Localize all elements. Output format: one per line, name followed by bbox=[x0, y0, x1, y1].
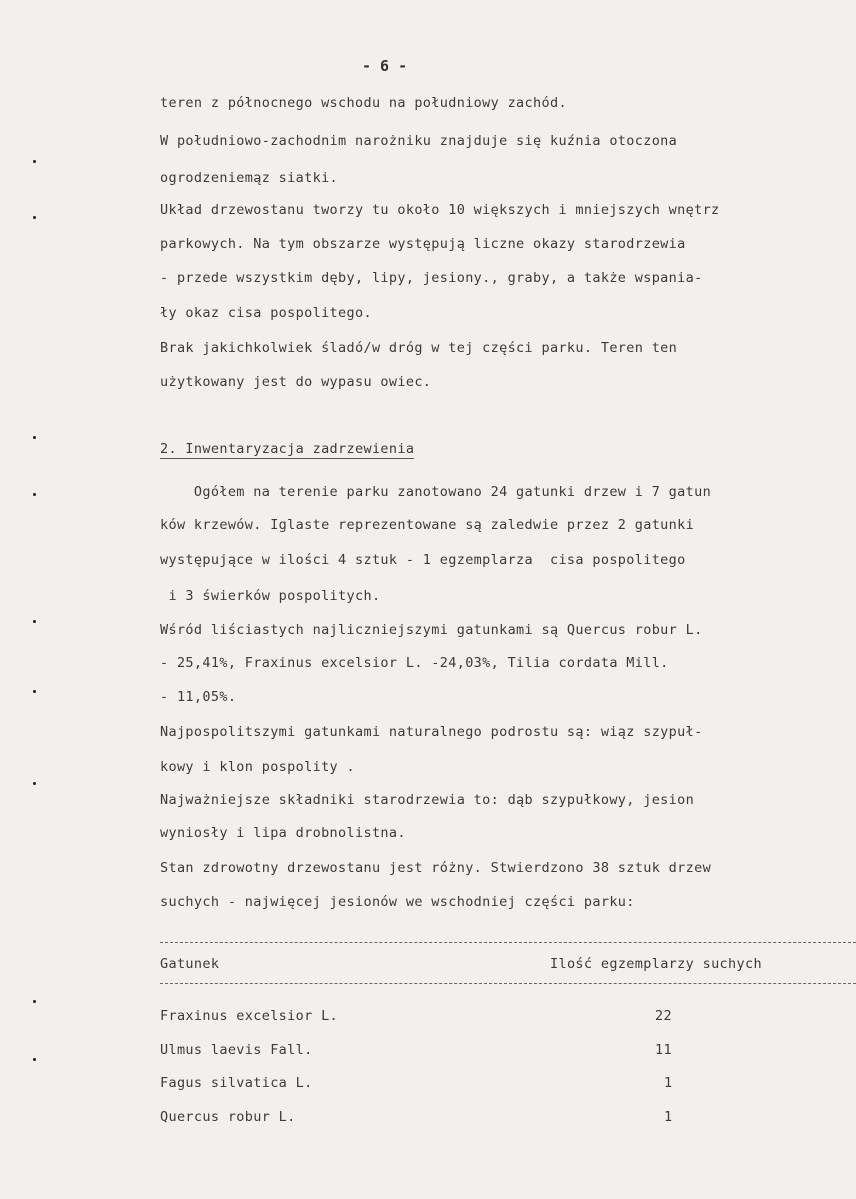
table-cell-count: 11 bbox=[655, 1042, 672, 1058]
table-header-count: Ilość egzemplarzy suchych bbox=[550, 956, 762, 972]
text-line: kowy i klon pospolity . bbox=[160, 759, 355, 775]
text-line: Najpospolitszymi gatunkami naturalnego podrostu są: wiąz szypuł- bbox=[160, 724, 703, 740]
margin-speck bbox=[33, 160, 36, 163]
margin-speck bbox=[33, 690, 36, 693]
text-line: Układ drzewostanu tworzy tu około 10 większych i mniejszych wnętrz bbox=[160, 202, 720, 218]
margin-speck bbox=[33, 1000, 36, 1003]
text-line: użytkowany jest do wypasu owiec. bbox=[160, 374, 432, 390]
text-line: i 3 świerków pospolitych. bbox=[160, 588, 381, 604]
text-line: W południowo-zachodnim narożniku znajduje się kuźnia otoczona bbox=[160, 133, 678, 149]
text-line: Stan zdrowotny drzewostanu jest różny. Stwierdzono 38 sztuk drzew bbox=[160, 860, 712, 876]
margin-speck bbox=[33, 782, 36, 785]
margin-speck bbox=[33, 216, 36, 219]
text-line: wyniosły i lipa drobnolistna. bbox=[160, 825, 406, 841]
text-line: - przede wszystkim dęby, lipy, jesiony., graby, a także wspania- bbox=[160, 270, 703, 286]
margin-speck bbox=[33, 436, 36, 439]
text-line: ogrodzeniemąz siatki. bbox=[160, 170, 339, 186]
text-line: - 11,05%. bbox=[160, 689, 237, 705]
table-header-species: Gatunek bbox=[160, 956, 220, 972]
text-line: Najważniejsze składniki starodrzewia to: dąb szypułkowy, jesion bbox=[160, 792, 695, 808]
table-top-rule bbox=[160, 942, 856, 943]
text-line: parkowych. Na tym obszarze występują liczne okazy starodrzewia bbox=[160, 236, 686, 252]
text-line: Wśród liściastych najliczniejszymi gatunkami są Quercus robur L. bbox=[160, 622, 703, 638]
margin-speck bbox=[33, 493, 36, 496]
table-header-rule bbox=[160, 983, 856, 984]
table-cell-count: 1 bbox=[664, 1109, 673, 1125]
margin-speck bbox=[33, 620, 36, 623]
text-line: Brak jakichkolwiek śladó/w dróg w tej części parku. Teren ten bbox=[160, 340, 678, 356]
page-number: - 6 - bbox=[362, 57, 408, 75]
text-line: występujące w ilości 4 sztuk - 1 egzemplarza cisa pospolitego bbox=[160, 552, 686, 568]
text-line: teren z północnego wschodu na południowy zachód. bbox=[160, 95, 567, 111]
section-heading: 2. Inwentaryzacja zadrzewienia bbox=[160, 441, 415, 457]
table-cell-count: 22 bbox=[655, 1008, 672, 1024]
table-cell-species: Fagus silvatica L. bbox=[160, 1075, 313, 1091]
table-cell-count: 1 bbox=[664, 1075, 673, 1091]
text-line: ków krzewów. Iglaste reprezentowane są zaledwie przez 2 gatunki bbox=[160, 517, 695, 533]
margin-speck bbox=[33, 1058, 36, 1061]
text-line: - 25,41%, Fraxinus excelsior L. -24,03%, Tilia cordata Mill. bbox=[160, 655, 669, 671]
table-cell-species: Quercus robur L. bbox=[160, 1109, 296, 1125]
table-cell-species: Ulmus laevis Fall. bbox=[160, 1042, 313, 1058]
text-line: suchych - najwięcej jesionów we wschodniej części parku: bbox=[160, 894, 635, 910]
text-line: ły okaz cisa pospolitego. bbox=[160, 305, 372, 321]
table-cell-species: Fraxinus excelsior L. bbox=[160, 1008, 339, 1024]
text-line: Ogółem na terenie parku zanotowano 24 gatunki drzew i 7 gatun bbox=[160, 484, 712, 500]
